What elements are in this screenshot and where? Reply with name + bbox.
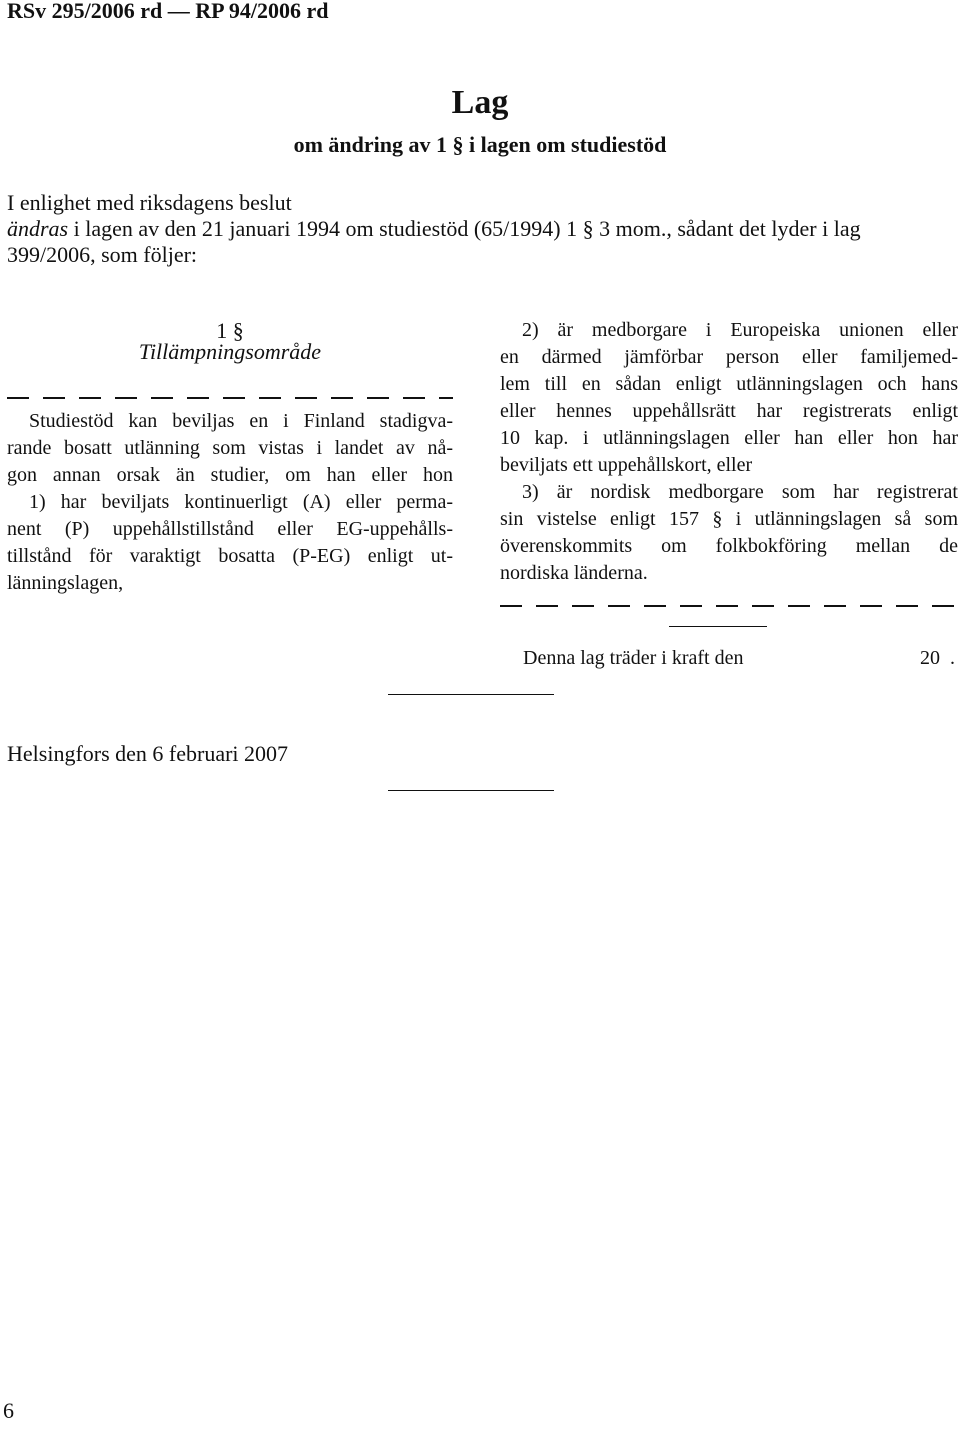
right-line: en därmed jämförbar person eller familjemed- <box>500 346 958 368</box>
separator-rule <box>388 790 554 791</box>
intro-amend-word: ändras <box>7 216 69 241</box>
separator-rule <box>388 694 554 695</box>
document-reference: RSv 295/2006 rd — RP 94/2006 rd <box>7 0 329 23</box>
section-number: 1 § <box>216 318 244 343</box>
effective-date-label: Denna lag träder i kraft den <box>523 647 744 669</box>
left-column-text <box>7 408 453 597</box>
separator-rule <box>669 626 767 627</box>
left-line: 1) har beviljats kontinuerligt (A) eller perma- <box>29 491 453 513</box>
signature-place-date: Helsingfors den 6 februari 2007 <box>7 741 289 766</box>
intro-line-2 <box>7 216 861 242</box>
intro-line-3: 399/2006, som följer: <box>7 242 198 267</box>
left-line: rande bosatt utlänning som vistas i landet av nå- <box>7 437 453 459</box>
page-number: 6 <box>3 1398 14 1423</box>
right-line: nordiska länderna. <box>500 562 648 584</box>
omission-dashes-left <box>7 397 453 399</box>
right-line: 2) är medborgare i Europeiska unionen eller <box>522 319 958 341</box>
omission-dashes-right <box>500 605 958 607</box>
law-subtitle: om ändring av 1 § i lagen om studiestöd <box>293 132 667 157</box>
left-line: länningslagen, <box>7 572 124 594</box>
right-line: 3) är nordisk medborgare som har registrerat <box>522 481 958 503</box>
right-line: 10 kap. i utlänningslagen eller han eller hon har <box>500 427 958 449</box>
section-heading: Tillämpningsområde <box>138 339 322 364</box>
right-line: beviljats ett uppehållskort, eller <box>500 454 753 476</box>
right-line: sin vistelse enligt 157 § i utlänningslagen så som <box>500 508 958 530</box>
intro-line-1: I enlighet med riksdagens beslut <box>7 190 292 215</box>
right-line: lem till en sådan enligt utlänningslagen och hans <box>500 373 958 395</box>
effective-date-year: 20 <box>920 647 940 669</box>
left-line: Studiestöd kan beviljas en i Finland stadigva- <box>29 410 453 432</box>
intro-line-2-text: i lagen av den 21 januari 1994 om studiestöd (65/1994) 1 § 3 mom., sådant det lyder i lag <box>68 216 861 241</box>
effective-date-dot: . <box>950 647 955 669</box>
law-title: Lag <box>451 84 509 121</box>
left-line: tillstånd för varaktigt bosatta (P-EG) enligt ut- <box>7 545 453 567</box>
right-column-text <box>500 317 958 587</box>
left-line: nent (P) uppehållstillstånd eller EG-uppehålls- <box>7 518 453 540</box>
left-line: gon annan orsak än studier, om han eller hon <box>7 464 453 486</box>
right-line: överenskommits om folkbokföring mellan de <box>500 535 958 557</box>
right-line: eller hennes uppehållsrätt har registrerats enligt <box>500 400 958 422</box>
